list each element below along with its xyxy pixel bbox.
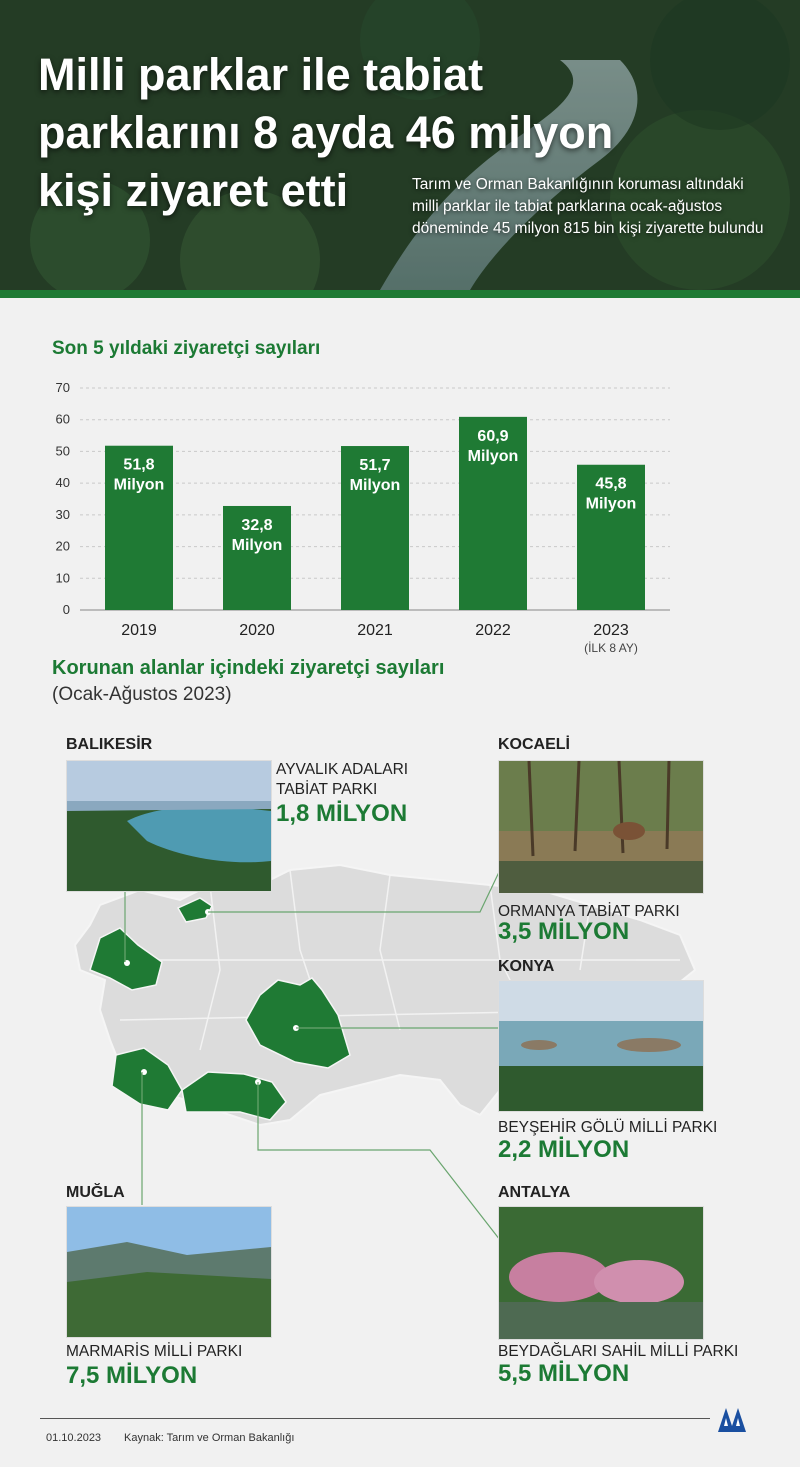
park-name-marmaris: MARMARİS MİLLİ PARKI [66,1343,243,1360]
park-value-ormanya: 3,5 MİLYON [498,918,630,945]
bar-unit-label: Milyon [467,447,519,465]
photo-ormanya [498,760,704,894]
y-tick-label: 0 [62,602,70,617]
bar-value-label: 32,8 [241,516,273,534]
bar-unit-label: Milyon [231,536,283,554]
header-subtitle: Tarım ve Orman Bakanlığının koruması altındaki milli parklar ile tabiat parklarına ocak-ağustos döneminde 45 milyon 815 bin kişi ziyarette bulundu [412,176,764,237]
bar-unit-label: Milyon [113,476,165,494]
x-tick-label: 2019 [121,622,157,639]
bar-unit-label: Milyon [349,477,401,495]
y-tick-label: 40 [55,475,70,491]
bar-unit-label: Milyon [585,495,637,513]
bar-value-label: 51,7 [359,457,391,475]
region-label-balikesir: BALIKESİR [66,736,153,753]
region-label-mugla: MUĞLA [66,1184,125,1201]
x-tick-label: 2020 [239,622,275,639]
footer-source: Kaynak: Tarım ve Orman Bakanlığı [124,1432,295,1444]
park-name-beydaglari: BEYDAĞLARI SAHİL MİLLİ PARKI [498,1343,739,1360]
photo-beysehir [498,980,704,1112]
park-name-ormanya: ORMANYA TABİAT PARKI [498,903,680,920]
park-name-beysehir: BEYŞEHİR GÖLÜ MİLLİ PARKI [498,1119,718,1136]
x-tick-note: (İLK 8 AY) [584,641,638,655]
map-subtitle: (Ocak-Ağustos 2023) [52,684,232,705]
park-value-beydaglari: 5,5 MİLYON [498,1360,630,1387]
title-line-3: kişi ziyaret etti [38,165,349,216]
park-value-marmaris: 7,5 MİLYON [66,1362,198,1389]
footer-date: 01.10.2023 [46,1432,102,1444]
x-tick-label: 2023 [593,622,629,639]
park-value-ayvalik: 1,8 MİLYON [276,800,408,827]
park-value-beysehir: 2,2 MİLYON [498,1136,630,1163]
aa-logo-icon [716,1402,750,1436]
map-title: Korunan alanlar içindeki ziyaretçi sayıları [52,657,445,679]
region-label-konya: KONYA [498,958,555,975]
region-label-antalya: ANTALYA [498,1184,571,1201]
y-tick-label: 30 [55,506,70,522]
photo-marmaris [66,1206,272,1338]
title-line-2: parklarını 8 ayda 46 milyon [38,107,614,158]
park-name-ayvalik: AYVALIK ADALARI TABİAT PARKI [276,761,409,798]
bar-value-label: 51,8 [123,456,155,474]
x-tick-label: 2022 [475,622,511,639]
chart-title: Son 5 yıldaki ziyaretçi sayıları [52,338,321,359]
y-tick-label: 50 [55,443,70,459]
photo-ayvalik [66,760,272,892]
footer-divider [40,1418,710,1419]
y-tick-label: 60 [55,411,70,427]
title-line-1: Milli parklar ile tabiat [38,49,484,100]
photo-beydaglari [498,1206,704,1340]
bar-value-label: 45,8 [595,475,627,493]
x-tick-label: 2021 [357,622,393,639]
y-tick-label: 20 [55,538,70,554]
y-tick-label: 10 [55,570,70,586]
region-label-kocaeli: KOCAELİ [498,736,570,753]
y-tick-label: 70 [55,380,70,395]
bar-value-label: 60,9 [477,427,509,445]
